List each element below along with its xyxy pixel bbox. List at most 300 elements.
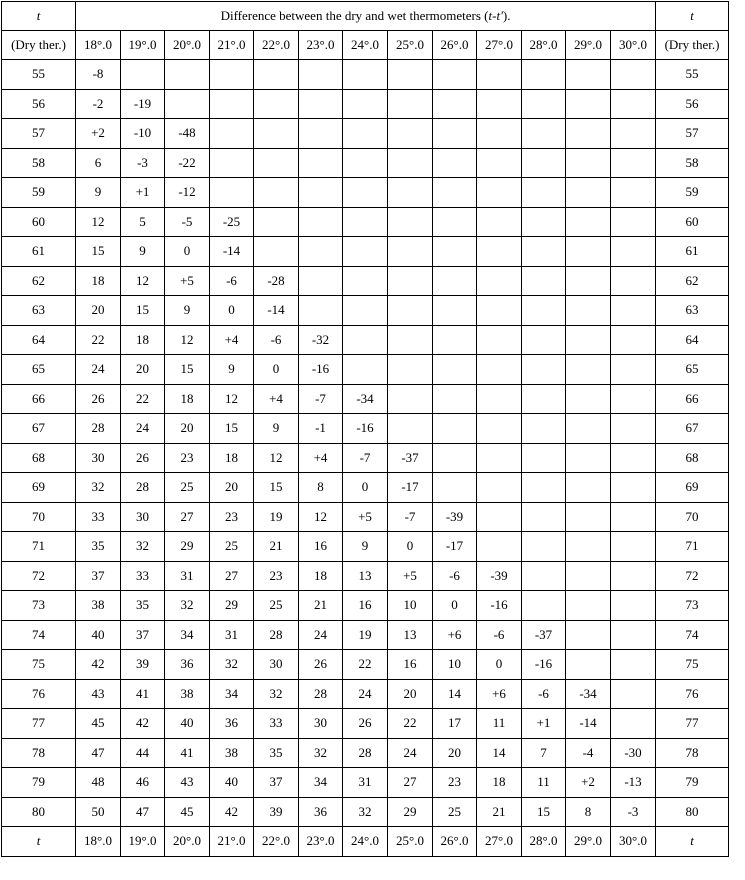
row-label-left: 77 [2,709,76,739]
row-label-right: 60 [656,207,729,237]
table-cell: 26 [121,443,165,473]
table-cell: 24 [76,355,121,385]
table-cell: 43 [165,768,210,798]
table-row [2,355,729,385]
footer-column-header: 24°.0 [343,827,388,857]
table-cell: 16 [388,650,433,680]
column-header: 28°.0 [522,31,566,60]
table-cell [254,237,299,267]
table-cell [477,414,522,444]
row-label-right: 72 [656,561,729,591]
row-label-left: 61 [2,237,76,267]
table-cell: 31 [165,561,210,591]
table-cell: 33 [121,561,165,591]
row-label-right: 61 [656,237,729,267]
table-cell [522,561,566,591]
column-header: 27°.0 [477,31,522,60]
table-cell: 32 [343,797,388,827]
footer-column-header: 27°.0 [477,827,522,857]
table-row [2,532,729,562]
table-row [2,325,729,355]
table-cell: 24 [388,738,433,768]
table-cell [611,414,656,444]
row-label-left: 60 [2,207,76,237]
table-cell: 32 [254,679,299,709]
table-cell: 12 [210,384,254,414]
table-cell [522,266,566,296]
table-cell: 28 [343,738,388,768]
table-cell [210,178,254,208]
table-cell: 36 [299,797,343,827]
table-cell [522,414,566,444]
row-label-left: 79 [2,768,76,798]
table-cell: 48 [76,768,121,798]
table-cell [343,60,388,90]
table-row [2,89,729,119]
table-cell: 27 [388,768,433,798]
row-label-right: 62 [656,266,729,296]
footer-column-header: 25°.0 [388,827,433,857]
table-cell [566,355,611,385]
table-cell: 18 [299,561,343,591]
table-cell [343,355,388,385]
psychrometric-table [1,1,729,857]
table-cell [388,237,433,267]
row-label-left: 66 [2,384,76,414]
table-cell [611,679,656,709]
table-cell [611,237,656,267]
table-cell [566,325,611,355]
table-cell: 10 [433,650,477,680]
table-cell [566,60,611,90]
table-cell [433,148,477,178]
row-label-right: 79 [656,768,729,798]
table-cell: 10 [388,591,433,621]
table-cell [433,384,477,414]
table-cell [522,473,566,503]
table-cell: 14 [433,679,477,709]
table-cell [343,325,388,355]
table-cell: -22 [165,148,210,178]
column-header: 21°.0 [210,31,254,60]
table-cell: 40 [210,768,254,798]
row-label-right: 55 [656,60,729,90]
table-cell [566,591,611,621]
table-cell: 30 [254,650,299,680]
table-cell: -28 [254,266,299,296]
table-cell [254,89,299,119]
table-cell [566,561,611,591]
table-cell: 43 [76,679,121,709]
table-cell [388,414,433,444]
table-cell: 22 [343,650,388,680]
table-cell [611,384,656,414]
table-cell: 15 [165,355,210,385]
header-row-title [2,2,729,31]
row-label-left: 64 [2,325,76,355]
table-cell: 26 [343,709,388,739]
table-cell [566,237,611,267]
table-cell [522,207,566,237]
row-label-left: 58 [2,148,76,178]
row-label-right: 64 [656,325,729,355]
table-cell [388,325,433,355]
table-cell: 16 [299,532,343,562]
table-cell: 25 [210,532,254,562]
table-cell: 9 [210,355,254,385]
table-cell: +4 [299,443,343,473]
table-cell: 32 [210,650,254,680]
table-cell [566,620,611,650]
row-label-right: 57 [656,119,729,149]
table-cell [611,650,656,680]
table-cell [477,325,522,355]
table-cell: -5 [165,207,210,237]
row-label-right: 58 [656,148,729,178]
footer-column-header: 20°.0 [165,827,210,857]
table-cell: 41 [121,679,165,709]
corner-label-left: t [2,2,76,31]
table-row [2,60,729,90]
table-cell: 0 [477,650,522,680]
table-cell [433,443,477,473]
table-cell: 20 [388,679,433,709]
table-cell [433,473,477,503]
table-cell: -34 [343,384,388,414]
row-label-left: 62 [2,266,76,296]
table-cell [522,325,566,355]
table-cell: -30 [611,738,656,768]
row-label-left: 80 [2,797,76,827]
table-cell [611,148,656,178]
table-cell: 15 [210,414,254,444]
table-cell: -1 [299,414,343,444]
table-cell: -25 [210,207,254,237]
row-label-left: 76 [2,679,76,709]
table-cell: 29 [388,797,433,827]
table-cell [477,119,522,149]
table-cell: -39 [477,561,522,591]
table-cell [522,119,566,149]
table-cell [522,591,566,621]
table-cell: 34 [299,768,343,798]
table-cell [388,119,433,149]
table-cell [433,60,477,90]
table-cell: 21 [477,797,522,827]
table-cell: 39 [121,650,165,680]
table-cell: 16 [343,591,388,621]
table-cell [477,178,522,208]
table-cell: 39 [254,797,299,827]
table-cell [611,561,656,591]
footer-column-header: 29°.0 [566,827,611,857]
table-cell: 18 [121,325,165,355]
table-cell [522,443,566,473]
row-label-right: 70 [656,502,729,532]
table-cell: 33 [76,502,121,532]
table-cell: 32 [299,738,343,768]
table-cell: 40 [165,709,210,739]
row-label-right: 73 [656,591,729,621]
table-cell: +6 [433,620,477,650]
table-cell: 8 [566,797,611,827]
table-row [2,709,729,739]
table-cell: 25 [254,591,299,621]
table-cell: 20 [210,473,254,503]
table-cell [433,207,477,237]
table-row [2,620,729,650]
table-cell: 5 [121,207,165,237]
table-cell [477,473,522,503]
row-label-left: 63 [2,296,76,326]
row-label-right: 68 [656,443,729,473]
table-cell: 21 [299,591,343,621]
table-cell [566,414,611,444]
table-cell [299,266,343,296]
table-cell: 13 [388,620,433,650]
table-cell: 9 [254,414,299,444]
table-cell: 15 [254,473,299,503]
table-cell: -6 [254,325,299,355]
table-cell [433,325,477,355]
table-cell: 29 [210,591,254,621]
table-cell [433,266,477,296]
table-cell: 14 [477,738,522,768]
table-cell [611,709,656,739]
column-header: 18°.0 [76,31,121,60]
row-label-right: 71 [656,532,729,562]
table-cell [388,266,433,296]
table-cell: -32 [299,325,343,355]
table-cell: 9 [343,532,388,562]
table-cell [611,502,656,532]
table-cell: +1 [121,178,165,208]
table-cell: 22 [121,384,165,414]
table-row [2,679,729,709]
table-cell [388,148,433,178]
table-cell: 45 [76,709,121,739]
table-cell: -2 [76,89,121,119]
table-cell: 44 [121,738,165,768]
table-cell [566,384,611,414]
table-cell [522,89,566,119]
table-cell [566,473,611,503]
table-cell [121,60,165,90]
table-cell: 12 [299,502,343,532]
table-row [2,561,729,591]
table-cell: -7 [343,443,388,473]
table-cell: 33 [254,709,299,739]
row-label-left: 75 [2,650,76,680]
table-cell: +5 [388,561,433,591]
table-cell: 23 [165,443,210,473]
table-row [2,266,729,296]
table-cell [299,207,343,237]
table-cell [522,148,566,178]
table-cell: 35 [121,591,165,621]
table-cell [611,266,656,296]
table-cell [566,207,611,237]
row-label-right: 76 [656,679,729,709]
table-title-text: Difference between the dry and wet thermometers ( [220,8,489,23]
table-cell: -16 [343,414,388,444]
table-cell: 20 [433,738,477,768]
table-cell: 30 [76,443,121,473]
table-cell [477,502,522,532]
table-cell [566,532,611,562]
table-cell [343,237,388,267]
table-cell: -4 [566,738,611,768]
table-cell [477,237,522,267]
table-cell: +4 [210,325,254,355]
column-header: 22°.0 [254,31,299,60]
table-row [2,178,729,208]
table-cell [566,89,611,119]
table-cell: 22 [76,325,121,355]
row-label-left: 72 [2,561,76,591]
table-cell: 37 [254,768,299,798]
table-cell [388,207,433,237]
table-cell [611,296,656,326]
table-cell [522,296,566,326]
table-cell: 0 [433,591,477,621]
table-cell: 19 [343,620,388,650]
table-cell: 15 [121,296,165,326]
table-row [2,738,729,768]
table-cell: 47 [121,797,165,827]
table-cell: 9 [165,296,210,326]
table-cell: 30 [299,709,343,739]
table-cell: 23 [210,502,254,532]
table-cell: -14 [566,709,611,739]
table-row [2,797,729,827]
row-label-right: 69 [656,473,729,503]
table-cell: 12 [254,443,299,473]
row-label-right: 75 [656,650,729,680]
footer-column-header: 30°.0 [611,827,656,857]
row-label-right: 77 [656,709,729,739]
row-label-right: 78 [656,738,729,768]
table-cell [343,296,388,326]
table-cell [210,119,254,149]
row-label-left: 65 [2,355,76,385]
row-label-left: 71 [2,532,76,562]
table-cell [299,119,343,149]
table-cell: 26 [76,384,121,414]
table-cell [254,119,299,149]
table-cell [254,60,299,90]
row-label-left: 74 [2,620,76,650]
table-cell [611,119,656,149]
column-header: 29°.0 [566,31,611,60]
table-cell: -6 [210,266,254,296]
footer-row [2,827,729,857]
table-cell: -13 [611,768,656,798]
table-cell: 40 [76,620,121,650]
table-cell: 0 [388,532,433,562]
table-cell: 0 [165,237,210,267]
table-cell [566,296,611,326]
column-header: 23°.0 [299,31,343,60]
table-cell [343,89,388,119]
table-row [2,502,729,532]
table-cell [611,443,656,473]
column-header: 25°.0 [388,31,433,60]
table-cell [210,89,254,119]
table-cell [566,266,611,296]
table-cell: -6 [433,561,477,591]
table-cell [522,355,566,385]
table-cell [611,473,656,503]
table-cell: -7 [388,502,433,532]
table-cell: 24 [121,414,165,444]
table-cell [566,443,611,473]
table-cell: 18 [210,443,254,473]
table-cell [522,178,566,208]
table-cell: -16 [299,355,343,385]
table-cell [611,178,656,208]
row-label-right: 59 [656,178,729,208]
table-cell: 13 [343,561,388,591]
table-cell [343,119,388,149]
table-row [2,119,729,149]
table-cell: 27 [210,561,254,591]
table-cell [299,178,343,208]
table-cell: 25 [165,473,210,503]
table-row [2,414,729,444]
table-cell [522,60,566,90]
header-row-columns [2,31,729,60]
table-cell: 42 [121,709,165,739]
table-cell [165,60,210,90]
table-cell: 34 [165,620,210,650]
table-cell [611,620,656,650]
table-cell: 42 [76,650,121,680]
table-cell: 11 [522,768,566,798]
dry-ther-label-right: (Dry ther.) [656,31,729,60]
table-cell [388,384,433,414]
column-header: 30°.0 [611,31,656,60]
corner-label-right: t [656,2,729,31]
table-cell [299,237,343,267]
table-row [2,443,729,473]
table-cell [388,296,433,326]
table-cell: -17 [433,532,477,562]
table-cell: 9 [121,237,165,267]
table-cell [477,89,522,119]
table-cell: 18 [76,266,121,296]
table-cell: 35 [76,532,121,562]
table-cell: 28 [299,679,343,709]
table-row [2,473,729,503]
table-cell: 23 [433,768,477,798]
table-cell [433,237,477,267]
table-cell [433,89,477,119]
table-cell: -16 [522,650,566,680]
table-cell [477,443,522,473]
row-label-left: 57 [2,119,76,149]
table-cell: 37 [76,561,121,591]
footer-label-right: t [656,827,729,857]
table-cell: 32 [121,532,165,562]
table-cell [477,60,522,90]
table-cell: +2 [566,768,611,798]
table-cell: 38 [76,591,121,621]
table-row [2,237,729,267]
table-row [2,650,729,680]
table-cell [210,148,254,178]
table-cell [566,502,611,532]
